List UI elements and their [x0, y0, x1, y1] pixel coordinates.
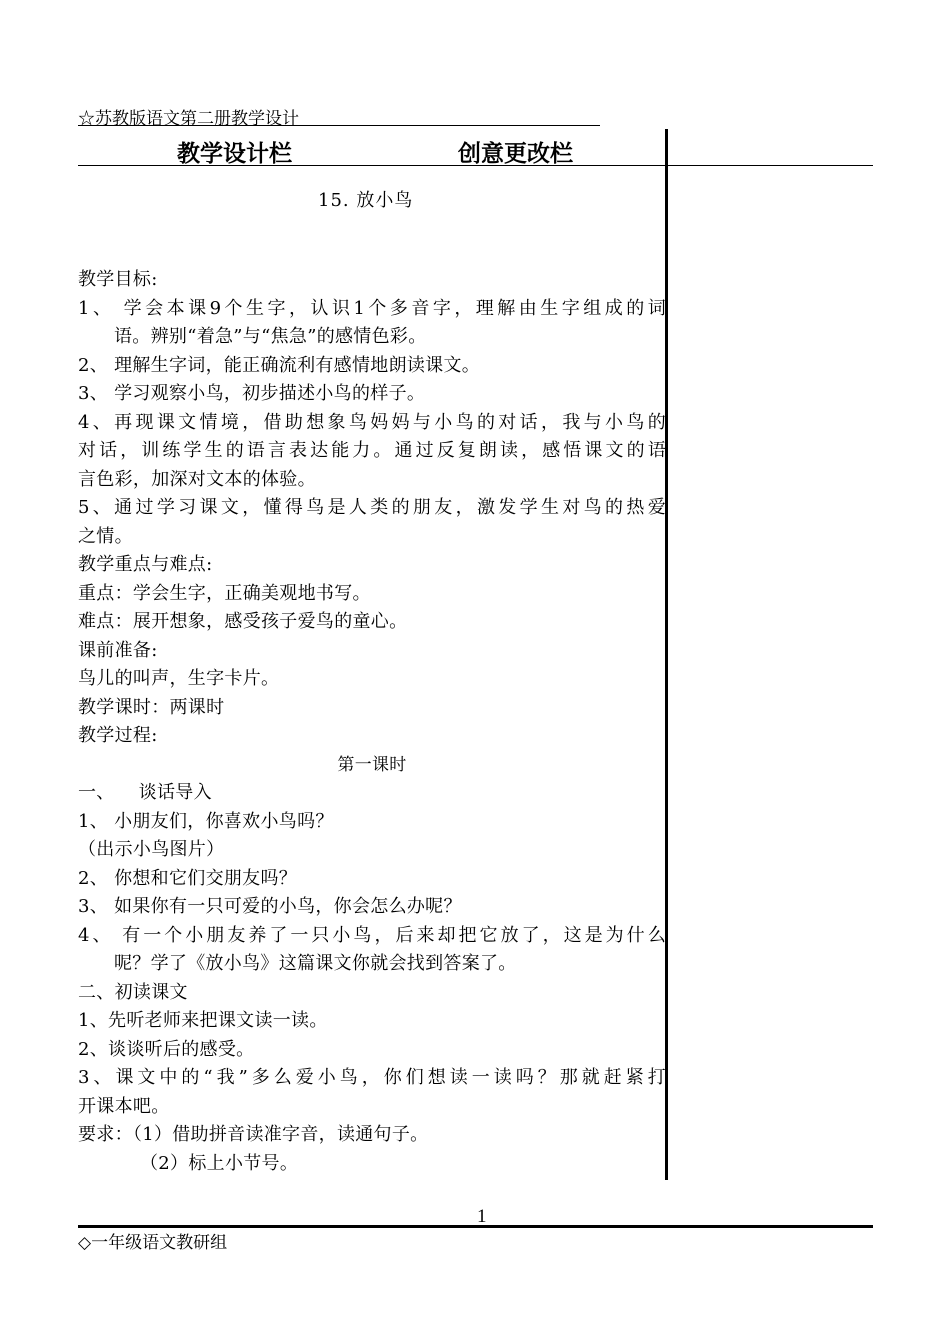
- body-line-objectives-heading: 教学目标:: [78, 269, 158, 290]
- body-line-process-heading: 教学过程:: [78, 725, 158, 746]
- body-line-step-4: 4、 有一个小朋友养了一只小鸟，后来却把它放了，这是为什么: [78, 924, 666, 946]
- lesson-plan-body: [78, 266, 666, 1178]
- body-line-read-3-end: 开课本吧。: [78, 1095, 170, 1117]
- body-line-objective-5-end: 之情。: [78, 525, 133, 547]
- body-line-show-picture: （出示小鸟图片）: [78, 839, 225, 860]
- body-line-read-3: 3、课文中的“我”多么爱小鸟，你们想读一读吗？那就赶紧打: [78, 1067, 666, 1088]
- running-header: ☆苏教版语文第二册教学设计: [78, 109, 299, 129]
- body-line-objective-4-end: 言色彩，加深对文本的体验。: [78, 468, 316, 490]
- body-line-objective-4: 4、再现课文情境，借助想象鸟妈妈与小鸟的对话，我与小鸟的: [78, 411, 666, 433]
- body-line-objective-4-cont: 对话，训练学生的语言表达能力。通过反复朗读，感悟课文的语: [78, 440, 666, 461]
- running-footer: ◇一年级语文教研组: [78, 1233, 228, 1253]
- page-number: 1: [477, 1206, 487, 1227]
- body-line-requirement-2: （2）标上小节号。: [140, 1152, 299, 1174]
- body-line-key-point: 重点：学会生字，正确美观地书写。: [78, 582, 371, 604]
- body-line-step-2: 2、 你想和它们交朋友吗？: [78, 867, 298, 889]
- body-line-requirement-1: 要求：（1）借助拼音读准字音，读通句子。: [78, 1124, 429, 1145]
- body-line-step-1: 1、 小朋友们，你喜欢小鸟吗？: [78, 810, 334, 832]
- body-line-objective-3: 3、 学习观察小鸟，初步描述小鸟的样子。: [78, 383, 426, 404]
- column-header-rule: [78, 165, 873, 166]
- body-line-preparation: 鸟儿的叫声，生字卡片。: [78, 668, 280, 689]
- body-line-objective-1: 1、 学会本课9个生字，认识1个多音字，理解由生字组成的词: [78, 297, 666, 319]
- column-title-revision: 创意更改栏: [458, 141, 573, 167]
- body-line-section-1: 一、 谈话导入: [78, 782, 212, 803]
- body-line-objective-2: 2、 理解生字词，能正确流利有感情地朗读课文。: [78, 354, 481, 376]
- body-line-lesson-hours: 教学课时：两课时: [78, 696, 225, 718]
- body-line-section-2: 二、初读课文: [78, 981, 188, 1003]
- lesson-title: 15. 放小鸟: [318, 190, 414, 211]
- body-line-read-1: 1、先听老师来把课文读一读。: [78, 1010, 328, 1031]
- body-line-step-3: 3、 如果你有一只可爱的小鸟，你会怎么办呢？: [78, 896, 462, 917]
- body-line-difficulty: 难点：展开想象，感受孩子爱鸟的童心。: [78, 611, 408, 632]
- body-line-step-4-cont: 呢？学了《放小鸟》这篇课文你就会找到答案了。: [114, 953, 517, 974]
- body-line-objective-5: 5、通过学习课文，懂得鸟是人类的朋友，激发学生对鸟的热爱: [78, 497, 666, 518]
- body-line-first-lesson: 第一课时: [337, 754, 407, 775]
- body-line-preparation-heading: 课前准备:: [78, 639, 158, 661]
- body-line-key-points-heading: 教学重点与难点:: [78, 554, 213, 575]
- column-title-design: 教学设计栏: [177, 141, 292, 167]
- header-rule: [78, 125, 600, 126]
- body-line-objective-1-cont: 语。辨别“着急”与“焦急”的感情色彩。: [114, 326, 427, 347]
- body-line-read-2: 2、谈谈听后的感受。: [78, 1038, 255, 1060]
